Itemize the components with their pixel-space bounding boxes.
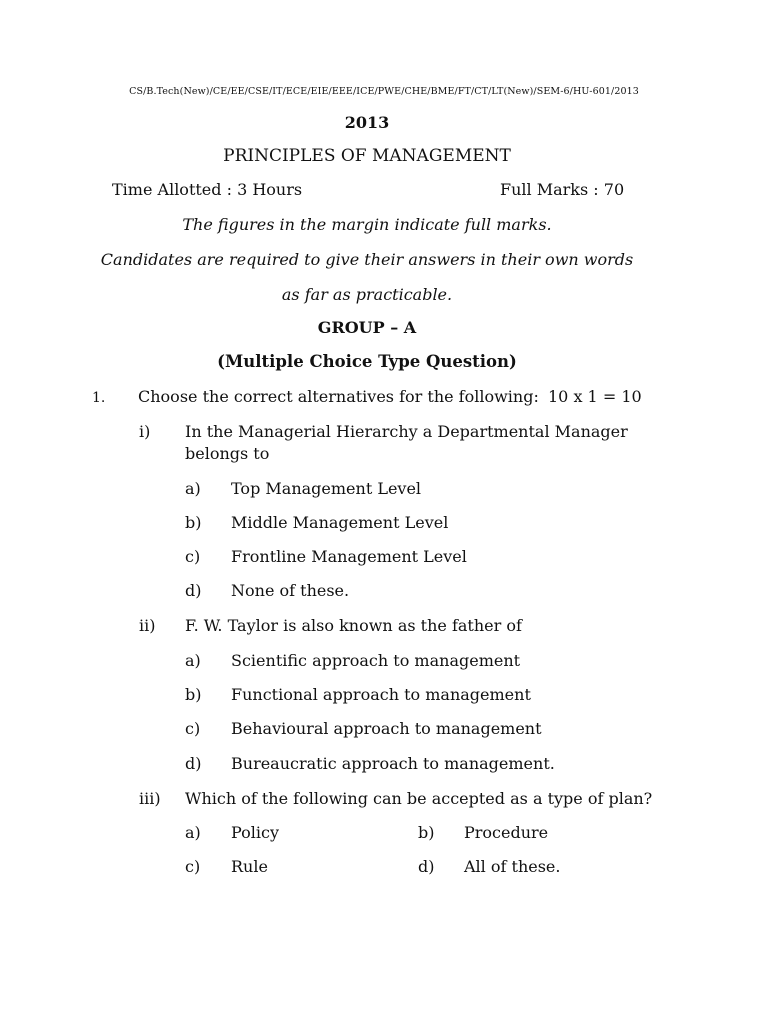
option-text: None of these. xyxy=(231,581,350,600)
item-number: ii) xyxy=(139,616,156,635)
question-marks: 10 x 1 = 10 xyxy=(548,387,642,406)
time-allotted: Time Allotted : 3 Hours xyxy=(112,180,303,199)
answers-note-line2: as far as practicable. xyxy=(281,285,453,304)
full-marks: Full Marks : 70 xyxy=(500,180,625,199)
item-number: iii) xyxy=(139,789,161,808)
option-text: Top Management Level xyxy=(231,479,422,498)
option-text: Behavioural approach to management xyxy=(231,719,542,738)
option-label: b) xyxy=(185,513,202,532)
option-text: Procedure xyxy=(464,823,549,842)
option-label: b) xyxy=(185,685,202,704)
item-text-continued: belongs to xyxy=(185,444,270,463)
item-text: Which of the following can be accepted as a type of plan? xyxy=(185,789,653,808)
option-label: c) xyxy=(185,547,201,566)
item-text: In the Managerial Hierarchy a Departmental Manager xyxy=(185,422,628,441)
exam-year: 2013 xyxy=(344,113,390,132)
paper-code: CS/B.Tech(New)/CE/EE/CSE/IT/ECE/EIE/EEE/ICE/PWE/CHE/BME/FT/CT/LT(New)/SEM-6/HU-601/2013 xyxy=(129,86,639,97)
option-label: a) xyxy=(185,479,201,498)
option-label: a) xyxy=(185,651,201,670)
option-text: Functional approach to management xyxy=(231,685,531,704)
option-label: c) xyxy=(185,719,201,738)
option-label: d) xyxy=(185,754,202,773)
option-text: All of these. xyxy=(464,857,561,876)
group-subtitle: (Multiple Choice Type Question) xyxy=(217,352,517,371)
question-number: 1. xyxy=(92,390,106,406)
option-label: a) xyxy=(185,823,201,842)
option-label: d) xyxy=(185,581,202,600)
margin-note: The figures in the margin indicate full marks. xyxy=(182,215,552,234)
item-number: i) xyxy=(139,422,151,441)
group-title: GROUP – A xyxy=(317,318,417,337)
answers-note-line1: Candidates are required to give their answers in their own words xyxy=(100,250,634,269)
item-text: F. W. Taylor is also known as the father of xyxy=(185,616,522,635)
option-text: Bureaucratic approach to management. xyxy=(231,754,555,773)
subject-title: PRINCIPLES OF MANAGEMENT xyxy=(223,146,511,166)
option-text: Scientific approach to management xyxy=(231,651,521,670)
option-text: Middle Management Level xyxy=(231,513,449,532)
option-label: d) xyxy=(418,857,435,876)
option-label: b) xyxy=(418,823,435,842)
option-text: Rule xyxy=(231,857,268,876)
option-label: c) xyxy=(185,857,201,876)
option-text: Policy xyxy=(231,823,279,842)
option-text: Frontline Management Level xyxy=(231,547,467,566)
question-instruction: Choose the correct alternatives for the following: xyxy=(138,387,539,406)
